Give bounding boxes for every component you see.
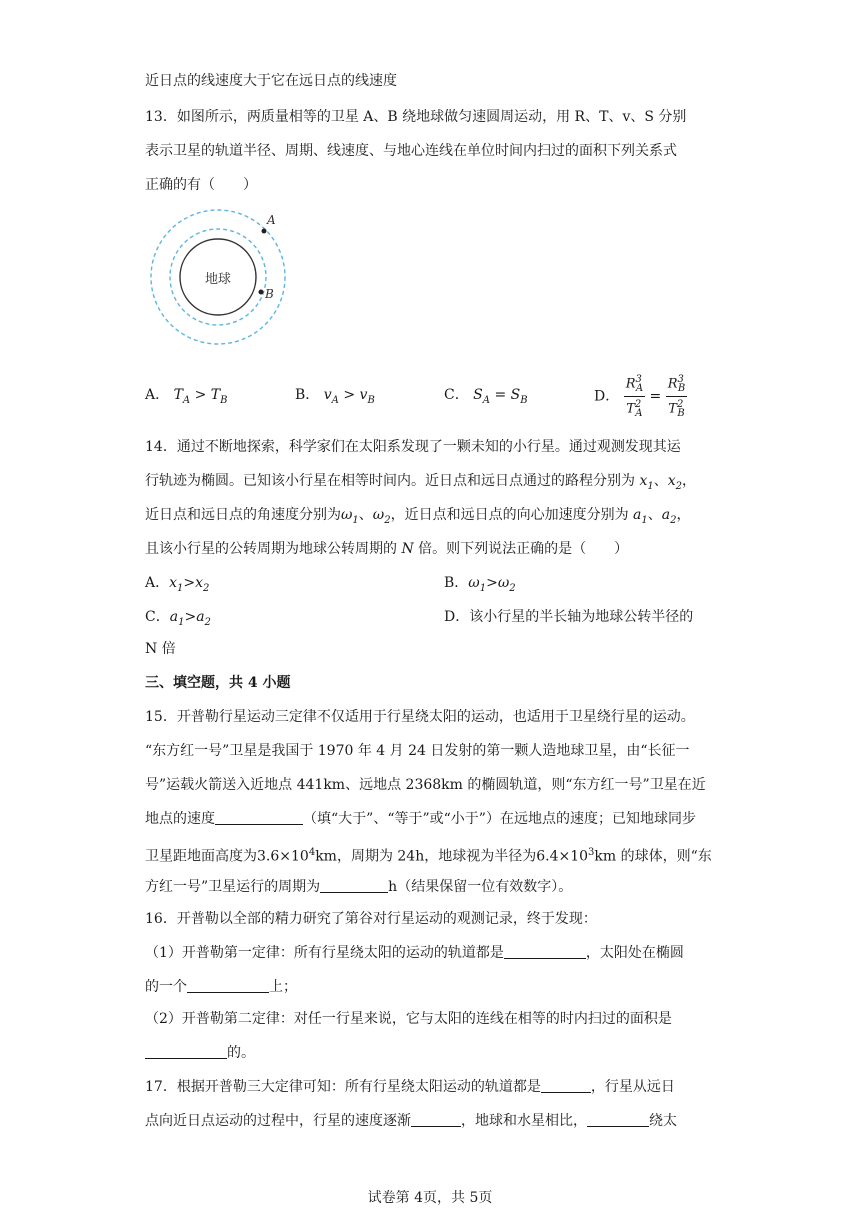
q13-line-2: 表示卫星的轨道半径、周期、线速度、与地心连线在单位时间内扫过的面积下列关系式 (145, 143, 677, 159)
satellite-b-label: B (265, 287, 274, 301)
satellite-a-label: A (267, 213, 276, 227)
q14-option-c: C．$a_1>a_2$ (145, 609, 211, 628)
q15-line-1: 15．开普勒行星运动三定律不仅适用于行星绕太阳的运动，也适用于卫星绕行星的运动。 (145, 709, 695, 725)
q17-line-2: 点向近日点运动的过程中，行星的速度逐渐 ，地球和水星相比， 绕太 (145, 1113, 677, 1129)
section-3-heading: 三、填空题，共 4 小题 (145, 675, 291, 691)
q14-line-2: 行轨迹为椭圆。已知该小行星在相等时间内。近日点和远日点通过的路程分别为 $x_1$、$x_2$， (145, 473, 697, 492)
q16-line-2: （1）开普勒第一定律：所有行星绕太阳的运动的轨道都是 ，太阳处在椭圆 (145, 945, 684, 961)
q14-line-1: 14．通过不断地探索，科学家们在太阳系发现了一颗未知的小行星。通过观测发现其运 (145, 439, 681, 455)
q16-blank-2[interactable] (187, 978, 269, 993)
page-footer: 试卷第 4页，共 5页 (367, 1190, 493, 1206)
q17-line-1: 17．根据开普勒三大定律可知：所有行星绕太阳运动的轨道都是 ，行星从远日 (145, 1079, 675, 1095)
q15-blank-1[interactable] (215, 810, 303, 825)
q13-option-c: C． $S_A = S_B$ (444, 387, 528, 406)
fraction-left: $\frac{R^3_A}{T^2_A}$ (625, 374, 644, 419)
q13-option-a: A． $T_A > T_B$ (145, 387, 228, 406)
q14-option-a: A．$x_1>x_2$ (145, 575, 210, 594)
fraction-right: $\frac{R^3_B}{T^2_B}$ (667, 374, 686, 419)
q14-line-4: 且该小行星的公转周期为地球公转周期的 N 倍。则下列说法正确的是（ ） (145, 541, 629, 557)
q14-option-d-cont: N 倍 (145, 641, 176, 657)
q15-line-3: 号”运载火箭送入近地点 441km、远地点 2368km 的椭圆轨道，则“东方红一号”卫星在近 (145, 777, 706, 793)
earth-label: 地球 (204, 272, 232, 287)
q16-line-4: （2）开普勒第二定律：对任一行星来说，它与太阳的连线在相等的时内扫过的面积是 (145, 1011, 672, 1027)
q15-blank-2[interactable] (320, 878, 388, 893)
q17-blank-3[interactable] (587, 1112, 649, 1127)
q16-line-3: 的一个 上； (145, 979, 297, 995)
q14-option-b: B．$\omega_1>\omega_2$ (444, 575, 516, 594)
q13-line-3: 正确的有（ ） (145, 177, 257, 193)
satellite-b-dot (259, 290, 264, 295)
q16-blank-3[interactable] (145, 1044, 227, 1059)
q15-line-5: 卫星距地面高度为$3.6\times 10^4km$，周期为 24h，地球视为半径为$6.4\times 10^3km$ 的球体，则“东 (145, 847, 712, 865)
q13-option-d: D． $\frac{R^3_A}{T^2_A}$ = $\frac{R^3_B}{T^2_B}$ (594, 374, 686, 419)
q16-line-1: 16．开普勒以全部的精力研究了第谷对行星运动的观测记录，终于发现： (145, 911, 597, 927)
q17-blank-2[interactable] (411, 1112, 461, 1127)
q16-blank-1[interactable] (504, 944, 586, 959)
orbit-diagram (147, 205, 292, 350)
q15-line-6: 方红一号”卫星运行的周期为 h（结果保留一位有效数字）。 (145, 879, 573, 895)
q16-line-5: 的。 (145, 1043, 255, 1063)
prev-question-tail: 近日点的线速度大于它在远日点的线速度 (145, 73, 397, 89)
q14-option-d: D．该小行星的半长轴为地球公转半径的 (444, 609, 694, 625)
q17-blank-1[interactable] (541, 1078, 591, 1093)
q15-line-2: “东方红一号”卫星是我国于 1970 年 4 月 24 日发射的第一颗人造地球卫星，由“长征一 (145, 743, 690, 759)
satellite-a-dot (262, 229, 267, 234)
q14-line-3: 近日点和远日点的角速度分别为$\omega_1$、$\omega_2$，近日点和远日点的向心加速度分别为 $a_1$、$a_2$， (145, 507, 691, 526)
q13-option-b: B． $v_A > v_B$ (295, 387, 375, 406)
q15-line-4: 地点的速度 （填“大于”、“等于”或“小于”）在远地点的速度；已知地球同步 (145, 811, 696, 827)
q13-line-1: 13．如图所示，两质量相等的卫星 A、B 绕地球做匀速圆周运动，用 R、T、v、S 分别 (145, 109, 687, 125)
